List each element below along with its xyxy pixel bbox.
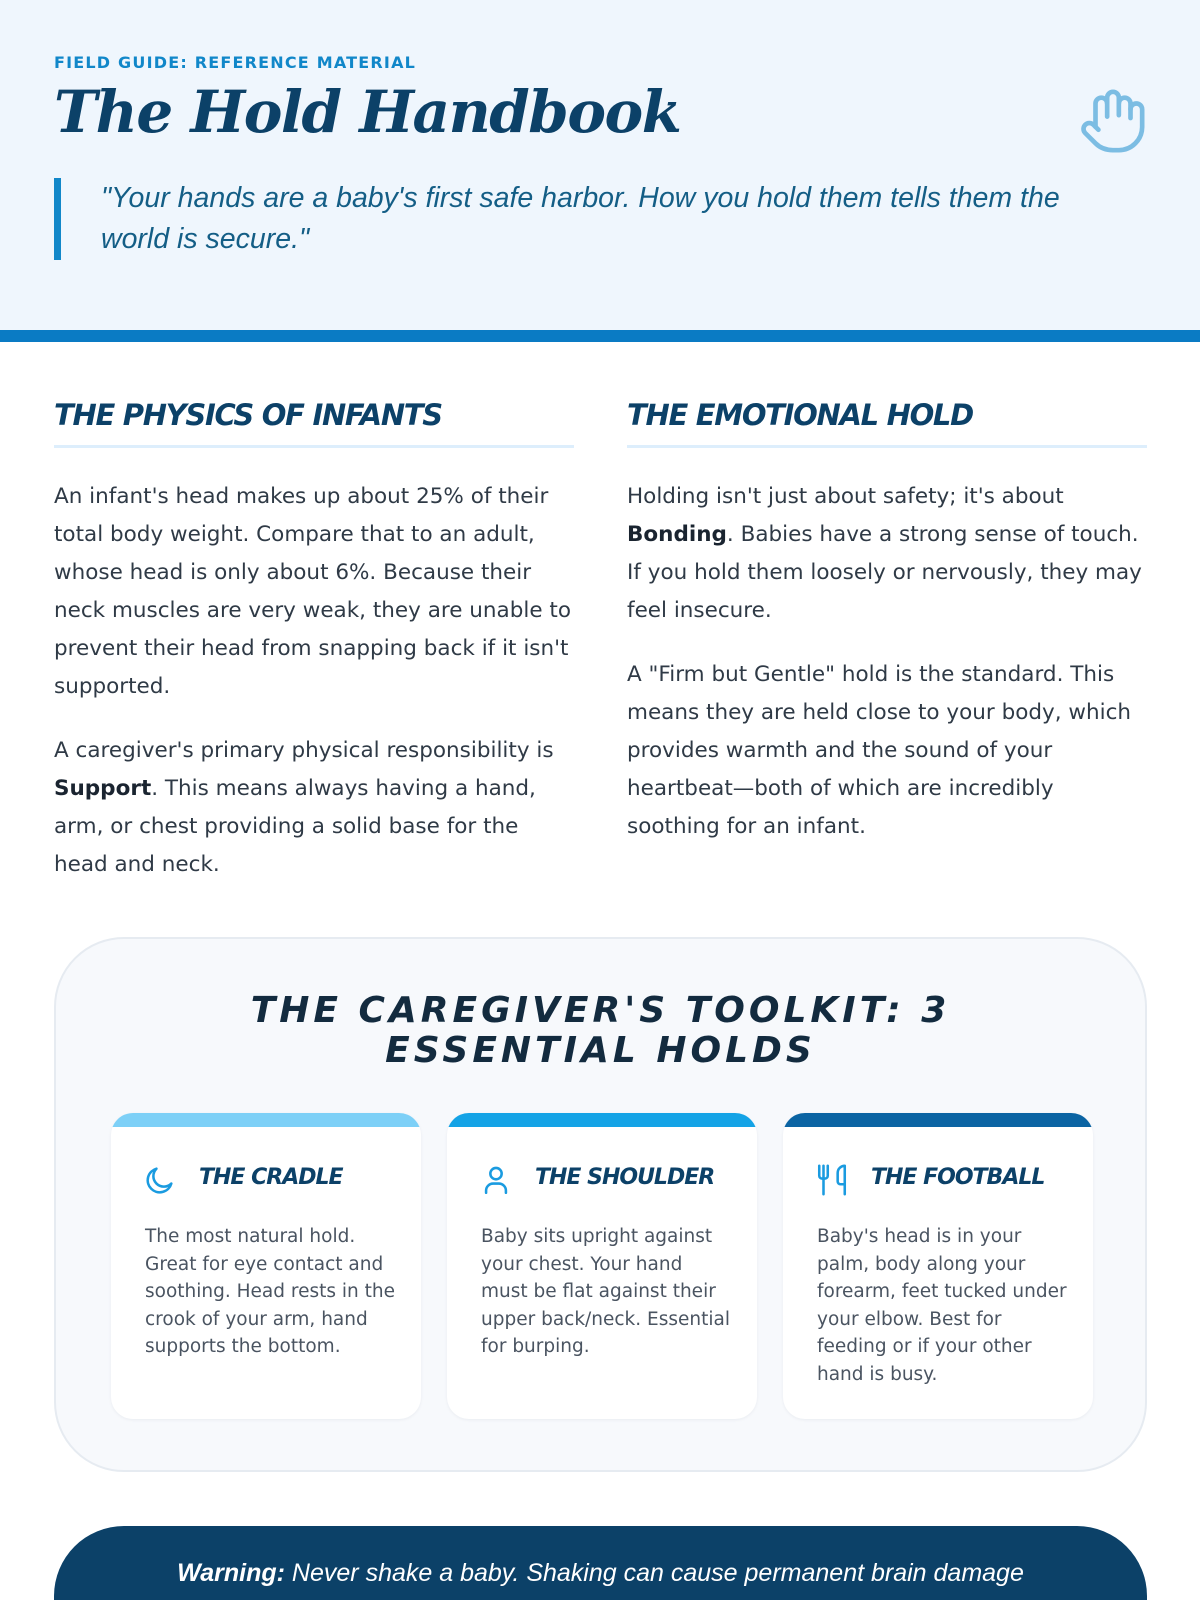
emotional-p1-lead: Holding isn't just about safety; it's about bbox=[627, 484, 1064, 509]
page-title: The Hold Handbook bbox=[54, 78, 681, 146]
card-accent-bar bbox=[783, 1113, 1093, 1127]
hand-raised-icon bbox=[1078, 86, 1148, 156]
emotional-p1-bold: Bonding bbox=[627, 522, 727, 547]
card-body: Baby sits upright against your chest. Your hand must be flat against their upper back/neck. Essential for burping. bbox=[481, 1226, 730, 1357]
card-title: THE SHOULDER bbox=[535, 1165, 715, 1190]
emotional-p1-rest: . Babies have a strong sense of touch. If you hold them loosely or nervously, they may feel insecure. bbox=[627, 522, 1142, 623]
warning-banner bbox=[54, 1526, 1147, 1600]
physics-heading: THE PHYSICS OF INFANTS bbox=[54, 398, 574, 448]
hold-card-football bbox=[783, 1113, 1093, 1419]
emotional-paragraph-2: A "Firm but Gentle" hold is the standard. This means they are held close to your body, which provides warmth and the sound of your heartbeat—both of which are incredibly soothing for an infant. bbox=[627, 662, 1132, 839]
user-icon bbox=[479, 1163, 513, 1197]
warning-label: Warning: bbox=[177, 1559, 285, 1587]
card-title: THE CRADLE bbox=[199, 1165, 343, 1190]
emotional-heading: THE EMOTIONAL HOLD bbox=[627, 398, 1147, 448]
eyebrow-label: FIELD GUIDE: REFERENCE MATERIAL bbox=[54, 53, 417, 72]
emotional-section bbox=[627, 398, 1147, 846]
physics-paragraph-2 bbox=[54, 732, 574, 884]
card-accent-bar bbox=[447, 1113, 757, 1127]
toolkit-panel bbox=[54, 937, 1147, 1472]
warning-message: Never shake a baby. Shaking can cause permanent brain damage bbox=[284, 1559, 1024, 1587]
utensils-icon bbox=[815, 1163, 849, 1197]
toolkit-title-line-1: THE CAREGIVER'S TOOLKIT: 3 bbox=[250, 990, 951, 1031]
header bbox=[0, 0, 1200, 342]
hold-card-shoulder bbox=[447, 1113, 757, 1419]
hold-card-cradle bbox=[111, 1113, 421, 1419]
physics-p2-rest: . This means always having a hand, arm, or chest providing a solid base for the head and neck. bbox=[54, 776, 536, 877]
card-body: Baby's head is in your palm, body along your forearm, feet tucked under your elbow. Best for feeding or if your other hand is busy. bbox=[817, 1226, 1067, 1385]
physics-section bbox=[54, 398, 574, 884]
header-quote: "Your hands are a baby's first safe harbor. How you hold them tells them the world is secure." bbox=[54, 178, 1114, 260]
card-accent-bar bbox=[111, 1113, 421, 1127]
card-body: The most natural hold. Great for eye contact and soothing. Head rests in the crook of your arm, hand supports the bottom. bbox=[145, 1226, 395, 1357]
physics-p2-lead: A caregiver's primary physical responsibility is bbox=[54, 738, 554, 763]
physics-paragraph-1: An infant's head makes up about 25% of their total body weight. Compare that to an adult, whose head is only about 6%. Because their neck muscles are very weak, they are unable to prevent their head from snapping back if it isn't supported. bbox=[54, 484, 571, 699]
toolkit-title bbox=[56, 991, 1145, 1071]
warning-text bbox=[54, 1559, 1147, 1588]
card-title: THE FOOTBALL bbox=[871, 1165, 1045, 1190]
physics-p2-bold: Support bbox=[54, 776, 152, 801]
moon-icon bbox=[143, 1163, 177, 1197]
toolkit-title-line-2: ESSENTIAL HOLDS bbox=[385, 1030, 816, 1071]
emotional-paragraph-1 bbox=[627, 478, 1147, 630]
